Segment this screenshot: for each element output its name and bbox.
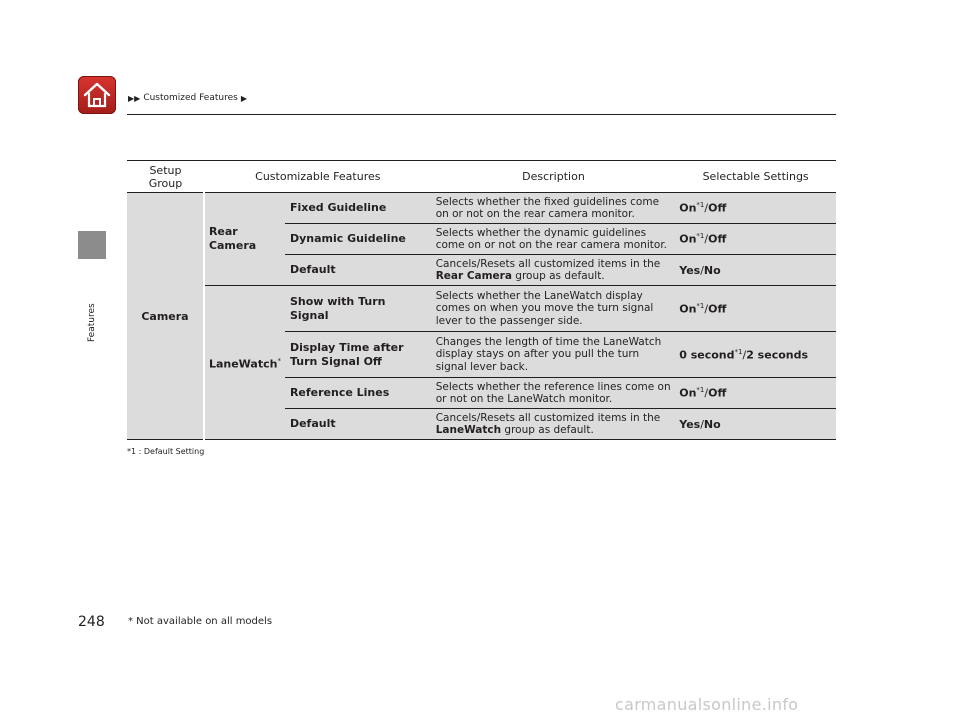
selectable-settings: On$^{*1}$/Off: [675, 378, 836, 409]
header-rule: [127, 114, 836, 115]
feature-name: Display Time after Turn Signal Off: [285, 332, 431, 378]
header-selectable-settings: Selectable Settings: [675, 161, 836, 193]
selectable-settings: On$^{*1}$/Off: [675, 286, 836, 332]
feature-name: Default: [285, 255, 431, 286]
side-tab-label: Features: [87, 303, 97, 342]
default-setting-footnote: *1 : Default Setting: [127, 447, 205, 456]
watermark: carmanualsonline.info: [615, 695, 799, 714]
feature-description: Cancels/Resets all customized items in the Rear Camera group as default.: [432, 255, 676, 286]
customization-table: [127, 160, 836, 440]
home-icon: [83, 82, 111, 108]
header-description: Description: [432, 161, 676, 193]
feature-description: Selects whether the fixed guidelines come on or not on the rear camera monitor.: [432, 193, 676, 224]
group-camera: Camera: [127, 193, 204, 440]
breadcrumb[interactable]: [128, 93, 247, 103]
side-tab-marker[interactable]: [78, 231, 106, 259]
feature-description: Changes the length of time the LaneWatch display stays on after you pull the turn signal lever back.: [432, 332, 676, 378]
feature-description: Cancels/Resets all customized items in the LaneWatch group as default.: [432, 409, 676, 440]
feature-name: Reference Lines: [285, 378, 431, 409]
table-row: [127, 286, 836, 332]
breadcrumb-label: Customized Features: [143, 93, 238, 103]
table-row: [127, 193, 836, 224]
header-customizable-features: Customizable Features: [204, 161, 432, 193]
feature-description: Selects whether the reference lines come on or not on the LaneWatch monitor.: [432, 378, 676, 409]
feature-name: Default: [285, 409, 431, 440]
availability-note: * Not available on all models: [128, 616, 273, 627]
selectable-settings: On$^{*1}$/Off: [675, 193, 836, 224]
feature-description: Selects whether the dynamic guidelines come on or not on the rear camera monitor.: [432, 224, 676, 255]
feature-name: Show with Turn Signal: [285, 286, 431, 332]
feature-name: Fixed Guideline: [285, 193, 431, 224]
selectable-settings: Yes/No: [675, 255, 836, 286]
feature-description: Selects whether the LaneWatch display comes on when you move the turn signal lever to the passenger side.: [432, 286, 676, 332]
subgroup-rear-camera: Rear Camera: [204, 193, 286, 286]
triangle-right-icon: ▶▶: [128, 93, 141, 103]
feature-name: Dynamic Guideline: [285, 224, 431, 255]
home-button[interactable]: [78, 76, 116, 114]
header-setup-group: Setup Group: [127, 161, 204, 193]
triangle-right-icon: ▶: [240, 93, 247, 103]
selectable-settings: On$^{*1}$/Off: [675, 224, 836, 255]
selectable-settings: 0 second$^{*1}$/2 seconds: [675, 332, 836, 378]
subgroup-lanewatch: LaneWatch*: [204, 286, 286, 440]
selectable-settings: Yes/No: [675, 409, 836, 440]
page-number: 248: [78, 614, 105, 630]
